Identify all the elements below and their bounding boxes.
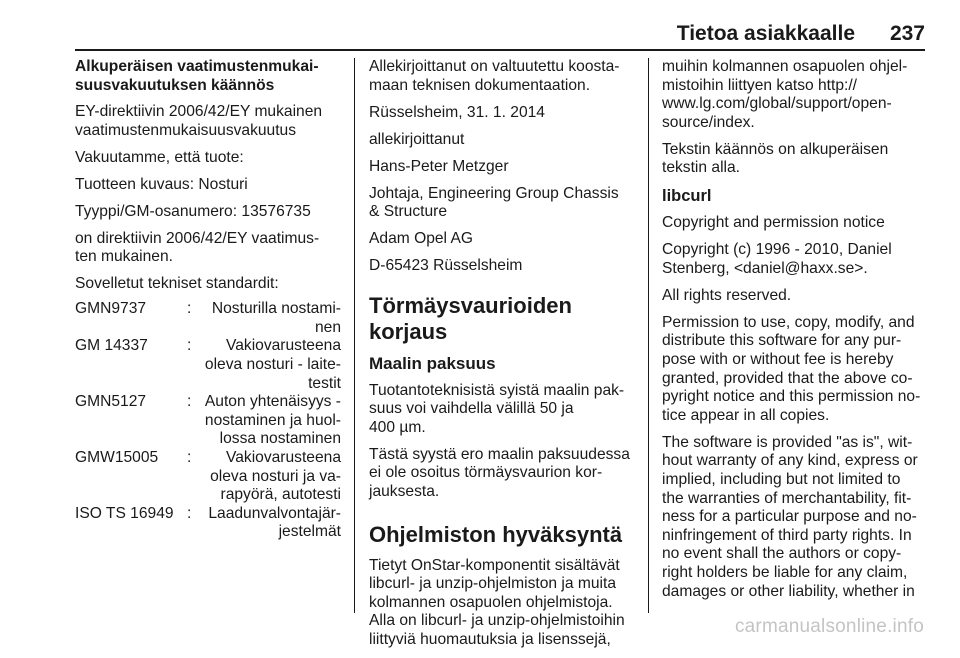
text-line: oleva nosturi ja va- bbox=[210, 467, 341, 485]
paragraph bbox=[369, 446, 637, 502]
subsection-title-paint-thickness: Maalin paksuus bbox=[369, 353, 496, 373]
text-line: Tuotantoteknisistä syistä maalin pak- bbox=[369, 381, 625, 399]
column-1 bbox=[75, 58, 341, 542]
paragraph: Tyyppi/GM-osanumero: 13576735 bbox=[75, 202, 311, 220]
text-line: muihin kolmannen osapuolen ohjel- bbox=[662, 58, 908, 75]
paragraph bbox=[75, 103, 341, 140]
standard-code: GMN5127 bbox=[75, 393, 147, 411]
paragraph: Tuotteen kuvaus: Nosturi bbox=[75, 175, 248, 193]
text-line: oleva nosturi - laite- bbox=[204, 356, 341, 374]
paragraph: D-65423 Rüsselsheim bbox=[369, 257, 523, 275]
standard-code: GMN9737 bbox=[75, 300, 147, 318]
text-line: suusvakuutuksen käännös bbox=[75, 76, 275, 94]
text-line: mistoihin liittyen katso http:// bbox=[662, 76, 858, 94]
text-line: granted, provided that the above co- bbox=[662, 369, 913, 387]
text-line: Vakiovarusteena bbox=[225, 337, 341, 355]
paragraph bbox=[369, 58, 637, 95]
text-line: nen bbox=[314, 318, 341, 336]
text-line: ten mukainen. bbox=[75, 248, 173, 266]
libcurl-heading: libcurl bbox=[662, 187, 712, 206]
text-line: jestelmät bbox=[278, 523, 341, 541]
text-line: Allekirjoittanut on valtuutettu koosta- bbox=[369, 58, 620, 75]
text-line: Tekstin käännös on alkuperäisen bbox=[662, 140, 889, 158]
text-line: suus voi vaihdella välillä 50 ja bbox=[369, 400, 574, 418]
standards-row bbox=[75, 337, 341, 393]
standard-separator: : bbox=[187, 504, 192, 522]
standards-row bbox=[75, 505, 341, 542]
text-line: Tietyt OnStar-komponentit sisältävät bbox=[369, 556, 620, 574]
standard-code: ISO TS 16949 bbox=[75, 504, 174, 522]
text-line: on direktiivin 2006/42/EY vaatimus- bbox=[75, 229, 320, 247]
standard-description bbox=[198, 449, 341, 505]
paragraph: allekirjoittanut bbox=[369, 130, 465, 148]
text-line: Tästä syystä ero maalin paksuudessa bbox=[369, 445, 630, 463]
text-line: source/index. bbox=[662, 113, 755, 131]
standard-separator: : bbox=[187, 337, 192, 355]
paragraph bbox=[75, 230, 341, 267]
text-line: Alla on libcurl- ja unzip-ohjelmistoihin bbox=[369, 612, 625, 630]
standards-row bbox=[75, 449, 341, 505]
paragraph: Vakuutamme, että tuote: bbox=[75, 148, 244, 166]
text-line: ness for a particular purpose and no- bbox=[662, 508, 917, 526]
paragraph bbox=[369, 382, 637, 438]
text-line: Alkuperäisen vaatimustenmukai- bbox=[75, 58, 319, 75]
text-line: kolmannen osapuolen ohjelmistoja. bbox=[369, 593, 613, 611]
text-line: lossa nostaminen bbox=[219, 430, 341, 448]
header-title: Tietoa asiakkaalle bbox=[676, 22, 855, 45]
text-line: ei ole osoitus törmäysvaurion kor- bbox=[369, 464, 603, 482]
text-line: rapyörä, autotesti bbox=[220, 486, 341, 504]
column-3 bbox=[662, 58, 928, 610]
paragraph: Sovelletut tekniset standardit: bbox=[75, 275, 279, 293]
standard-description bbox=[198, 505, 341, 542]
paragraph: Copyright and permission notice bbox=[662, 214, 885, 232]
text-line: www.lg.com/global/support/open- bbox=[662, 95, 892, 113]
section-title-collision-repair: Törmäysvaurioiden korjaus bbox=[369, 292, 572, 344]
text-line: Nosturilla nostami- bbox=[211, 300, 341, 318]
page-number: 237 bbox=[889, 22, 925, 45]
text-line: damages or other liability, whether in bbox=[662, 582, 915, 600]
text-line: tice appear in all copies. bbox=[662, 406, 830, 424]
paragraph: Rüsselsheim, 31. 1. 2014 bbox=[369, 103, 545, 121]
text-line: 400 µm. bbox=[369, 418, 426, 436]
text-line: testit bbox=[308, 374, 341, 392]
standard-description bbox=[198, 393, 341, 449]
text-line: pose with or without fee is hereby bbox=[662, 351, 894, 369]
paragraph bbox=[369, 185, 637, 222]
paragraph: All rights reserved. bbox=[662, 286, 792, 304]
text-line: hout warranty of any kind, express or bbox=[662, 452, 918, 470]
text-line: vaatimustenmukaisuusvakuutus bbox=[75, 121, 297, 139]
text-line: Auton yhtenäisyys - bbox=[204, 393, 341, 411]
standard-separator: : bbox=[187, 449, 192, 467]
paragraph bbox=[662, 141, 928, 178]
paragraph: Hans-Peter Metzger bbox=[369, 157, 509, 175]
standard-separator: : bbox=[187, 300, 192, 318]
text-line: the warranties of merchantability, fit- bbox=[662, 489, 912, 507]
text-line: tekstin alla. bbox=[662, 159, 741, 177]
standards-row bbox=[75, 300, 341, 337]
text-line: Vakiovarusteena bbox=[225, 449, 341, 467]
text-line: right holders be liable for any claim, bbox=[662, 564, 908, 581]
standard-code: GMW15005 bbox=[75, 449, 159, 467]
text-line: liittyviä huomautuksia ja lisenssejä, bbox=[369, 631, 611, 649]
paragraph bbox=[662, 314, 928, 426]
section-title-software-acknowledgement: Ohjelmiston hyväksyntä bbox=[369, 521, 623, 547]
text-line: Copyright (c) 1996 - 2010, Daniel bbox=[662, 241, 892, 259]
standard-code: GM 14337 bbox=[75, 337, 148, 355]
column-divider-right bbox=[648, 58, 649, 613]
text-line: libcurl- ja unzip-ohjelmiston ja muita bbox=[369, 575, 617, 593]
text-line: implied, including but not limited to bbox=[662, 471, 901, 489]
text-line: pyright notice and this permission no- bbox=[662, 388, 921, 406]
text-line: EY-direktiivin 2006/42/EY mukainen bbox=[75, 103, 323, 121]
paragraph: Adam Opel AG bbox=[369, 230, 474, 248]
paragraph bbox=[662, 434, 928, 601]
page-header bbox=[75, 0, 925, 51]
text-line: no event shall the authors or copy- bbox=[662, 545, 902, 563]
text-line: distribute this software for any pur- bbox=[662, 332, 902, 350]
text-line: & Structure bbox=[369, 203, 447, 221]
text-line: jauksesta. bbox=[369, 483, 440, 501]
watermark: carmanualsonline.info bbox=[734, 616, 924, 637]
paragraph bbox=[662, 58, 928, 132]
declaration-heading bbox=[75, 58, 341, 95]
column-2 bbox=[369, 58, 637, 658]
paragraph bbox=[369, 557, 637, 650]
text-line: ninfringement of third party rights. In bbox=[662, 526, 912, 544]
standards-table bbox=[75, 300, 341, 542]
text-line: maan teknisen dokumentaation. bbox=[369, 76, 591, 94]
standards-row bbox=[75, 393, 341, 449]
text-line: Laadunvalvontajär- bbox=[208, 504, 341, 522]
column-divider-left bbox=[354, 58, 355, 613]
text-line: Stenberg, <daniel@haxx.se>. bbox=[662, 259, 868, 277]
text-line: The software is provided "as is", wit- bbox=[662, 433, 913, 451]
standard-description bbox=[198, 300, 341, 337]
paragraph bbox=[662, 241, 928, 278]
standard-description bbox=[198, 337, 341, 393]
text-line: nostaminen ja huol- bbox=[204, 411, 341, 429]
standard-separator: : bbox=[187, 393, 192, 411]
text-line: Permission to use, copy, modify, and bbox=[662, 313, 915, 331]
text-line: Johtaja, Engineering Group Chassis bbox=[369, 184, 619, 202]
